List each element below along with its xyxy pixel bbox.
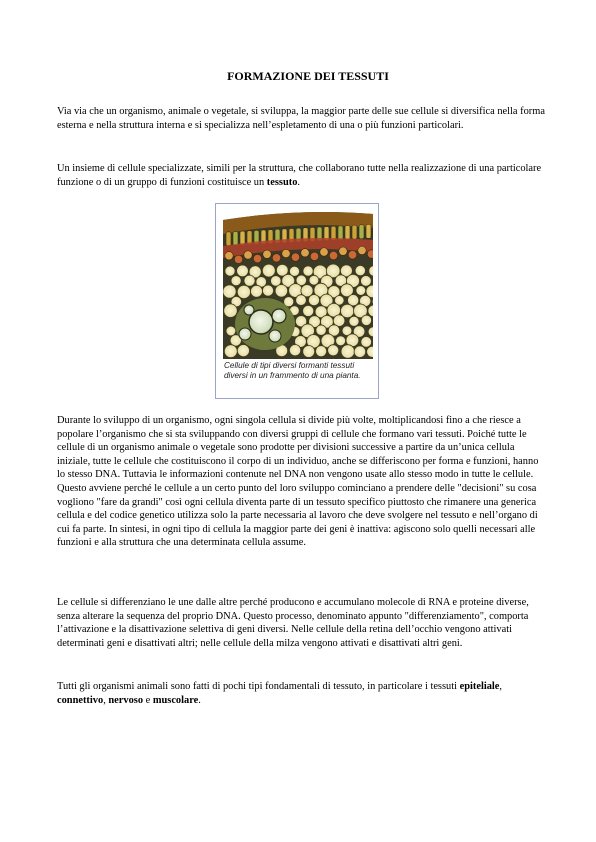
cell [329,251,337,259]
cell [225,266,235,276]
cell [328,345,339,356]
cell [253,254,261,262]
cell [231,276,241,286]
paragraph-animal-tissues [57,680,545,707]
cell [289,345,300,356]
text: . [198,694,201,706]
cell [359,225,364,239]
plant-tissue-micrograph [223,206,373,359]
cell [309,275,319,285]
paragraph-tissue-definition [57,162,545,189]
figure-caption: Cellule di tipi diversi formanti tessuti diversi in un frammento di una pianta. [224,361,361,380]
cell [226,326,236,336]
cell [251,285,263,297]
cell [262,264,275,277]
term-nervoso: nervoso [108,694,144,706]
cell [316,346,327,357]
term-muscolare: muscolare [152,694,199,706]
text: , [103,694,109,706]
term-epiteliale: epiteliale [459,681,500,692]
cell [303,266,313,276]
cell [358,246,366,254]
cell [355,265,365,275]
cell [237,265,249,277]
cell [291,253,299,261]
cell [338,226,343,240]
cell [361,315,371,325]
cell [263,250,271,258]
cell [348,251,356,259]
cell [356,286,366,296]
cell [308,295,319,306]
cell [301,249,309,257]
page-title: FORMAZIONE DEI TESSUTI [227,69,389,83]
cell [341,345,355,359]
text: e [143,694,153,706]
cell [223,285,236,298]
cell [234,255,242,263]
cell [282,249,290,257]
cell [233,231,238,245]
paragraph-differentiation: Le cellule si differenziano le une dalle altre perché producono e accumulano molecole di RNA e proteine diverse, senza alterare la sequenza del proprio DNA. Questo processo, denominato appunto "differenziamento", comporta l’attivazione e la disattivazione selettiva di geni diversi. Nelle cellule della retina dell’occhio vengono attivati determinati geni e disattivati altri; nelle cellule della milza vengono attivati e disattivati altri geni. [57,597,529,649]
text: , [499,681,503,692]
cell [244,251,252,259]
term-tessuto: tessuto [266,176,298,188]
cell [275,285,288,298]
cell [354,346,366,358]
cell [225,252,233,260]
cell [303,305,314,316]
cell [224,345,237,358]
cell [345,225,350,239]
cell [349,316,359,326]
cell [226,232,231,246]
cell [237,345,249,357]
cell [272,254,280,262]
cell [244,275,255,286]
cell [310,252,318,260]
text: . [297,176,300,188]
cell [296,295,307,306]
term-connettivo: connettivo [57,694,104,706]
cell [366,224,371,238]
figure [215,203,379,399]
cell [262,285,273,296]
cell [361,276,372,287]
text: Un insieme di cellule specializzate, simili per la struttura, che collaborano tutte nella realizzazione di una particolare funzione o di un gruppo di funzioni costituisce un [57,163,542,188]
cell [303,346,315,358]
cell [339,247,347,255]
vascular-bundle [235,298,295,350]
cell [224,304,238,318]
cell [352,225,357,239]
cell [237,285,250,298]
cell [320,248,328,256]
cell [316,325,326,335]
text: Tutti gli organismi animali sono fatti di pochi tipi fondamentali di tessuto, in particolare i tessuti [57,681,460,692]
cell [367,250,373,258]
paragraph-intro: Via via che un organismo, animale o vegetale, si sviluppa, la maggior parte delle sue cellule si diversifica nella forma esterna e nella struttura interna e si specializza nell’espletamento di una o più funzioni particolari. [57,106,545,131]
paragraph-development: Durante lo sviluppo di un organismo, ogni singola cellula si divide più volte, moltiplicandosi fino a che riesce a popolare l’organismo che si sta sviluppando con diversi gruppi di cellule che formano vari tessuti. Poiché tutte le cellule di un organismo animale o vegetale sono prodotte per divisioni successive a partire da un’unica cellula iniziale, tutte le cellule che costituiscono il corpo di un individuo, anche se differiscono per forma e funzioni, hanno lo stesso DNA. Tuttavia le informazioni contenute nel DNA non vengono usate allo stesso modo in tutte le cellule. Questo avviene perché le cellule a un certo punto del loro sviluppo cominciano a prendere delle "decisioni" su cosa vogliono "fare da grandi" così ogni cellula diventa parte di un tessuto specifico piuttosto che rimanere una generica cellula e del codice genetico utilizza solo la parte necessaria al lavoro che deve svolgere nel tessuto e nell’organo di cui fa parte. In sintesi, in ogni tipo di cellula la maggior parte dei geni è inattiva: agiscono solo quelli necessari alle funzioni e alla struttura che una determinata cellula assume. [57,415,539,549]
cell [361,337,372,348]
cell [336,336,346,346]
